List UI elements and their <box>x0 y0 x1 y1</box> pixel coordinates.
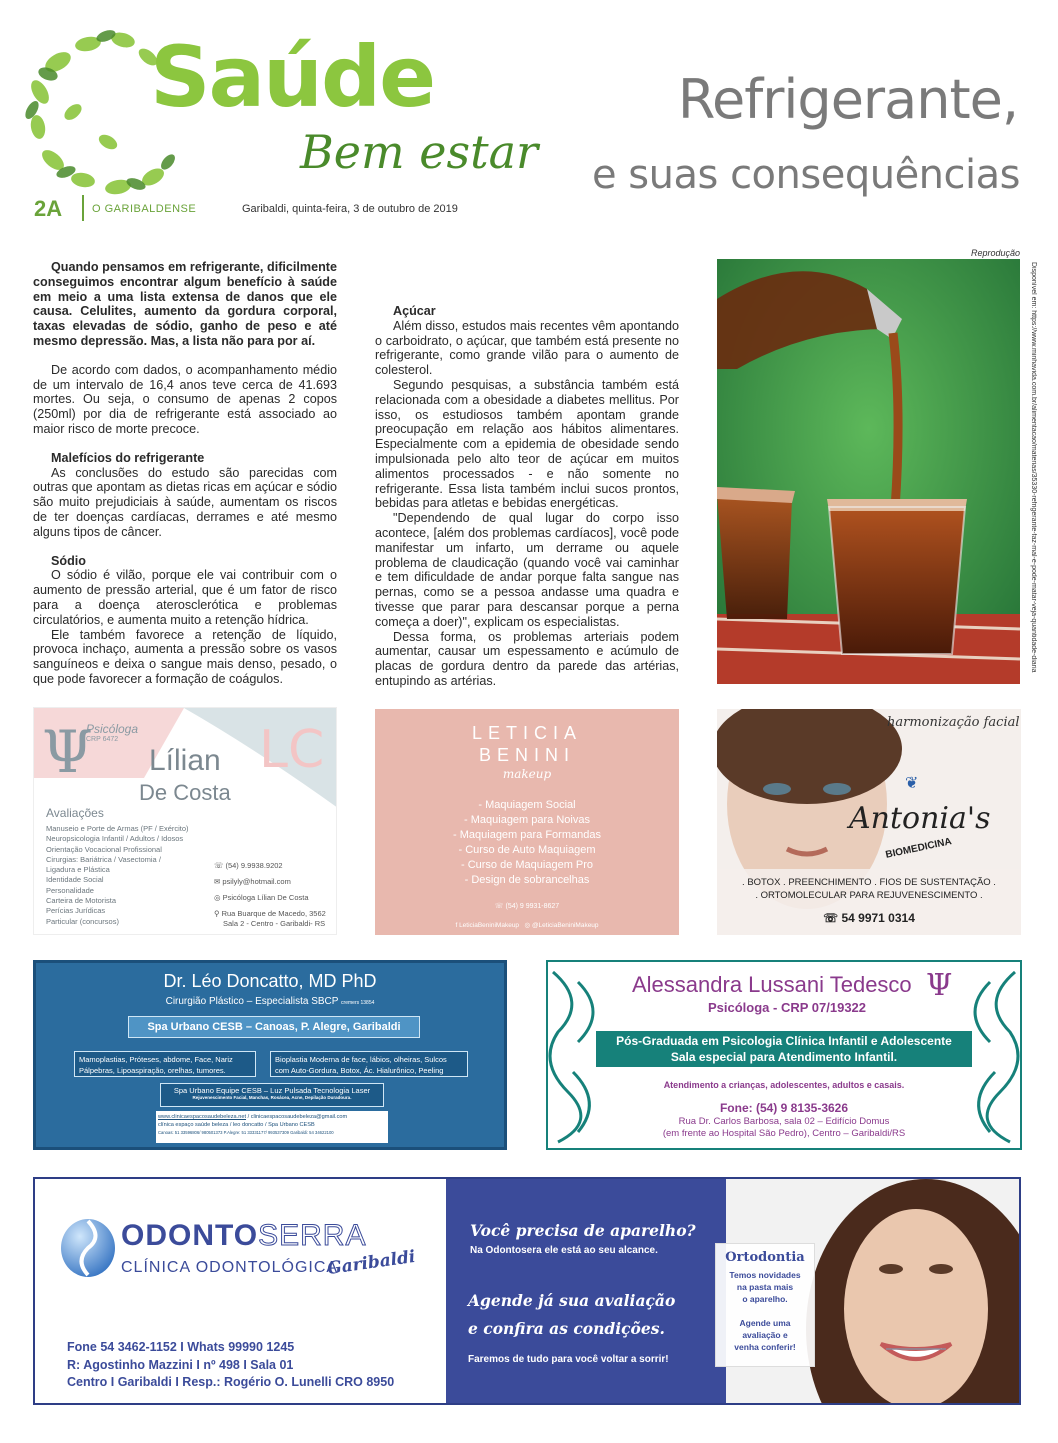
lilian-services-list <box>46 824 189 927</box>
headline-line2: e suas consequências <box>591 152 1020 198</box>
whatsapp-icon: ☏ <box>494 903 506 910</box>
article-paragraph: De acordo com dados, o acompanhamento médio de um intervalo de 16,4 anos teve cerca de 41.693 mortes. Ou seja, o consumo de apenas 2 copos (250ml) por dia de refrigerante está associado ao maior risco de morte precoce. <box>33 362 337 436</box>
odonto-city: Garibaldi <box>326 1246 417 1280</box>
lilian-crp: CRP 6472 <box>86 736 119 743</box>
antonia-phone[interactable]: 54 9971 0314 <box>841 911 915 925</box>
list-item: - Curso de Maquiagem Pro <box>460 859 594 871</box>
list-item: Orientação Vocacional Profissional <box>46 844 162 854</box>
instagram-icon: ◎ <box>524 922 532 929</box>
article-paragraph: Além disso, estudos mais recentes vêm apontando o carboidrato, o açúcar, que também está presente no refrigerante, como grande vilão para o aumento de colesterol. <box>375 318 679 378</box>
alessandra-address: Rua Dr. Carlos Barbosa, sala 02 – Edifício Domus (em frente ao Hospital São Pedro), Centro – Garibaldi/RS <box>662 1116 906 1139</box>
photo-source-url: Disponível em: https://www.minhavida.com.br/alimentacao/materias/35330-refrigerante-faz-mal-e-pode-matar-veja-quantidade-diaria <box>1030 262 1037 673</box>
alessandra-audience: Atendimento a crianças, adolescentes, adultos e casais. <box>663 1080 905 1090</box>
odonto-question-sub: Na Odontosera ele está ao seu alcance. <box>470 1245 658 1256</box>
article-subheading: Açúcar <box>393 304 436 318</box>
list-item: Particular (concursos) <box>46 916 119 926</box>
list-item: Perícias Jurídicas <box>46 906 106 916</box>
odonto-phone[interactable]: Fone 54 3462-1152 I Whats 99990 1245 <box>67 1340 295 1354</box>
butterfly-icon: ❦ <box>905 775 919 792</box>
alessandra-name: Alessandra Lussani Tedesco <box>632 972 912 997</box>
article-paragraph: Ele também favorece a retenção de líquido, provoca inchaço, aumenta a pressão sobre os vasos sanguíneos e deixa o sangue mais denso, pesado, o que pode favorecer a formação de coágulos. <box>33 627 337 686</box>
antonia-tag: harmonização facial <box>887 715 1020 730</box>
lilian-email[interactable]: psilyly@hotmail.com <box>222 877 291 886</box>
list-item: - Maquiagem para Noivas <box>464 814 590 826</box>
antonia-services-2: . ORTOMOLECULAR PARA REJUVENESCIMENTO . <box>755 890 983 901</box>
lilian-name-2: De Costa <box>139 780 231 805</box>
leticia-facebook[interactable]: LeticiaBeniniMakeup <box>459 922 520 929</box>
lilian-monogram: LC <box>259 720 325 780</box>
leo-social[interactable]: clínica espaço saúde beleza / leo doncatto / Spa Urbano CESB <box>158 1122 315 1128</box>
list-item: Manuseio e Porte de Armas (PF / Exército) <box>46 824 189 833</box>
page-header <box>0 0 1058 230</box>
leo-box-1: Mamoplastias, Próteses, abdome, Face, Nariz Pálpebras, Lipoaspiração, orelhas, tumores. <box>74 1051 256 1077</box>
section-title: Saúde <box>150 28 435 126</box>
tooth-logo-icon <box>57 1217 119 1279</box>
list-item: Neuropsicologia Infantil / Adultos / Idosos <box>46 834 184 844</box>
leo-crm: cremers 13854 <box>341 1000 375 1006</box>
ad-leticia-benini[interactable] <box>375 709 679 935</box>
whatsapp-icon: ☏ <box>214 861 226 870</box>
leo-phones: Canoas: 51 33596806/ 980501373 P.Alegre: 51 33331177/ 993537309 Garibaldi: 54 34622100 <box>158 1130 334 1135</box>
social-icon: ◎ <box>214 893 223 902</box>
soda-photo <box>717 259 1020 684</box>
article-paragraph: Segundo pesquisas, a substância também está relacionada com a obesidade a diabetes mellitus. Por isso, os estudiosos também apontam grande preocupação em relação aos hábitos alimentares. Especialmente com a epidemia de obesidade sendo impulsionada pelo alto teor de açúcar em muitos alimentos processados - e não somente no refrigerante. Essa lista também inclui sucos prontos, bebidas para atletas e bebidas energéticas. <box>375 377 679 511</box>
ad-alessandra-tedesco[interactable] <box>546 960 1022 1150</box>
article-paragraph: O sódio é vilão, porque ele vai contribuir com o aumento de pressão arterial, que é um fator de risco para a doença aterosclerótica e problemas circulatórios, e aumenta muito a retenção hídrica. <box>33 568 337 627</box>
list-item: Carteira de Motorista <box>46 896 117 906</box>
photo-credit: Reprodução <box>970 248 1020 258</box>
lilian-social[interactable]: Psicóloga Lílian De Costa <box>222 893 309 902</box>
email-icon: ✉ <box>214 877 223 886</box>
odonto-contacts: Fone 54 3462-1152 I Whats 99990 1245 R: Agostinho Mazzini I nº 498 I Sala 01 Centro I Garibaldi I Resp.: Rogério O. Lunelli CRO 8950 <box>67 1340 395 1389</box>
leo-title: Cirurgião Plástico – Especialista SBCP <box>165 996 339 1007</box>
soda-pouring-illustration <box>717 259 1020 684</box>
list-item: Cirurgias: Bariátrica / Vasectomia / <box>46 854 161 864</box>
ad-lilian-de-costa[interactable] <box>33 707 337 935</box>
lilian-name-1: Lílian <box>149 744 221 777</box>
newspaper-name: O GARIBALDENSE <box>92 203 197 215</box>
ad-odonto-serra[interactable] <box>33 1177 1021 1405</box>
leticia-tag: makeup <box>502 767 552 781</box>
psi-icon: Ψ <box>42 718 93 786</box>
odonto-question: Você precisa de aparelho? <box>470 1221 696 1240</box>
ad-dr-leo-doncatto[interactable] <box>33 960 507 1150</box>
list-item: - Maquiagem para Formandas <box>453 829 601 841</box>
alessandra-phone[interactable]: Fone: (54) 9 8135-3626 <box>719 1101 849 1115</box>
ortodontia-title: Ortodontia <box>725 1250 805 1265</box>
lilian-section: Avaliações <box>46 806 104 820</box>
psi-icon: Ψ <box>926 968 953 1003</box>
list-item: - Maquiagem Social <box>478 799 576 811</box>
article-paragraph: "Dependendo de qual lugar do corpo isso acontece, [além dos problemas cardíacos], você pode manifestar um infarto, um derrame ou aquele problema de claudicação (quando você vai caminhar e tem dificuldade de andar porque falta sangue nas pernas, como se a pessoa andasse uma quadra e tivesse que parar para descansar porque a perna começa a doer)", explicam os especialistas. <box>375 511 679 629</box>
ortodontia-card: Ortodontia Temos novidades na pasta mais o aparelho. Agende uma avaliação e venha conferir! <box>715 1243 815 1367</box>
leo-banner: Spa Urbano CESB – Canoas, P. Alegre, Garibaldi <box>128 1016 420 1038</box>
article-paragraph: As conclusões do estudo são parecidas com outras que apontam as dietas ricas em açúcar e sódio são muito prejudiciais à saúde, aumentam os riscos de ter doenças cardíacas, derrames e até mesmo alguns tipos de câncer. <box>33 465 337 539</box>
leo-email[interactable]: clinicaespacosaudebeleza@gmail.com <box>250 1114 348 1120</box>
article-column-2 <box>375 260 679 689</box>
list-item: Personalidade <box>46 885 94 895</box>
alessandra-title: Psicóloga - CRP 07/19322 <box>708 1000 867 1015</box>
article-column-1 <box>33 260 337 687</box>
leticia-services <box>375 798 679 888</box>
leo-name: Dr. Léo Doncatto, MD PhD <box>163 971 377 991</box>
dateline: Garibaldi, quinta-feira, 3 de outubro de 2019 <box>242 203 458 215</box>
list-item: Ligadura e Plástica <box>46 865 110 875</box>
lilian-address-1: Rua Buarque de Macedo, 3562 <box>221 909 326 918</box>
list-item: - Curso de Auto Maquiagem <box>458 844 596 856</box>
lilian-address-2: Sala 2 - Centro - Garibaldi- RS <box>223 919 326 928</box>
whatsapp-icon: ☏ <box>823 911 842 925</box>
location-icon: ⚲ <box>214 909 222 918</box>
list-item: Identidade Social <box>46 875 104 885</box>
odonto-sub: CLÍNICA ODONTOLÓGICA <box>121 1259 339 1276</box>
odonto-cta-sub: Faremos de tudo para você voltar a sorrir! <box>468 1354 669 1365</box>
odonto-brand: ODONTOSERRA <box>121 1219 367 1252</box>
leticia-name-1: LETICIA <box>471 723 583 743</box>
odonto-blue-panel <box>446 1179 726 1403</box>
list-item: - Design de sobrancelhas <box>464 874 590 886</box>
leticia-instagram[interactable]: @LeticiaBeniniMakeup <box>531 922 599 929</box>
odonto-cta-2: e confira as condições. <box>468 1319 665 1338</box>
ad-antonias-biomedicina[interactable] <box>717 709 1021 935</box>
headline-line1: Refrigerante, <box>677 68 1018 131</box>
odonto-cta-1: Agende já sua avaliação <box>468 1291 676 1310</box>
facebook-icon: f <box>455 922 460 929</box>
leo-site[interactable]: www.clinicaespacosaudebeleza.net <box>158 1114 247 1120</box>
lilian-role: Psicóloga <box>86 722 139 736</box>
leo-contacts: www.clinicaespacosaudebeleza.net / clinicaespacosaudebeleza@gmail.com clínica espaço saúde beleza / leo doncatto / Spa Urbano CESB Canoas: 51 33596806/ 980501373 P.Alegre: 51 33331177/ 993537309 Garibaldi: 54 34622100 <box>156 1111 388 1143</box>
lilian-phone[interactable]: (54) 9.9938.9202 <box>225 861 283 870</box>
article-subheading: Sódio <box>51 553 86 568</box>
antonia-sub: BIOMEDICINA <box>884 836 953 861</box>
leticia-name-2: BENINI <box>478 745 575 765</box>
antonia-services-1: . BOTOX . PREENCHIMENTO . FIOS DE SUSTENTAÇÃO . <box>742 877 996 888</box>
leo-box-3: Spa Urbano Equipe CESB – Luz Pulsada Tecnologia Laser Rejuvenescimento Facial, Manchas, Rosácea, Acne, Depilação Duradoura. <box>160 1083 384 1107</box>
leticia-phone[interactable]: (54) 9 9931-8627 <box>505 903 560 910</box>
article-paragraph: Dessa forma, os problemas arteriais podem aumentar, causar um espessamento e acúmulo de placas de gordura dentro da parede das artérias, entupindo as artérias. <box>375 629 679 688</box>
antonia-brand: Antonia's <box>849 801 991 836</box>
header-divider <box>82 195 84 221</box>
page-number: 2A <box>34 196 63 221</box>
section-subtitle: Bem estar <box>300 125 538 179</box>
article-subheading: Malefícios do refrigerante <box>51 450 205 465</box>
alessandra-banner: Pós-Graduada em Psicologia Clínica Infantil e Adolescente Sala especial para Atendimento Infantil. <box>596 1031 972 1067</box>
article-lead: Quando pensamos em refrigerante, dificilmente conseguimos encontrar algum benefício à saúde em meio a uma lista extensa de danos que ele causa. Celulites, aumento da gordura corporal, taxas elevadas de sódio, ganho de peso e até mesmo depressão. Mas, a lista não para por aí. <box>33 260 337 348</box>
lilian-contacts <box>214 858 326 932</box>
leo-box-2: Bioplastia Moderna de face, lábios, olheiras, Sulcos com Auto-Gordura, Botox, Ác. Hialurônico, Peeling <box>270 1051 468 1077</box>
